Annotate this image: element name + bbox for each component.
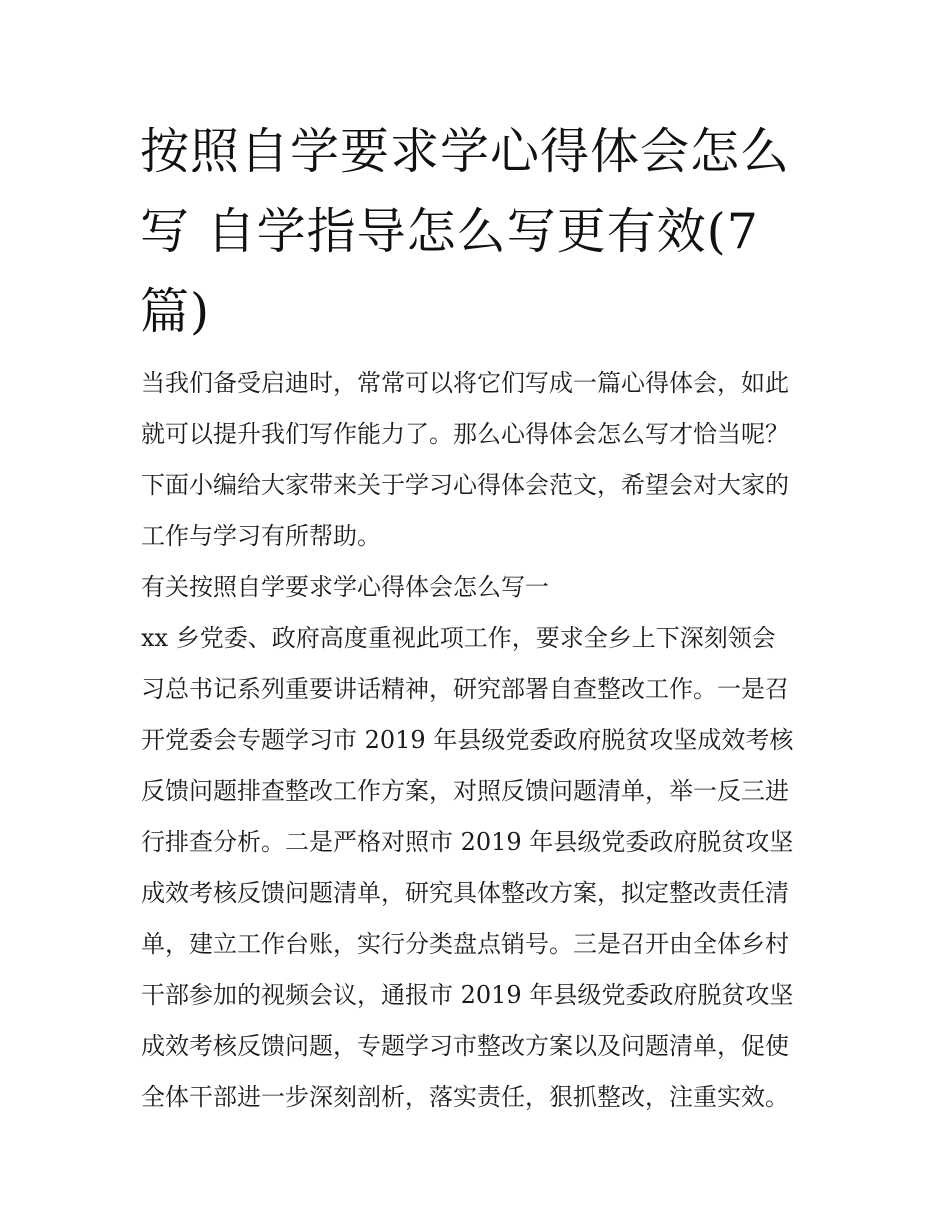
title-line: 按照自学要求学心得体会怎么 bbox=[140, 123, 791, 180]
paragraph-line: 全体干部进一步深刻剖析，落实责任，狠抓整改，注重实效。 bbox=[141, 1083, 789, 1111]
title-line: 篇) bbox=[140, 283, 211, 340]
intro-line: 就可以提升我们写作能力了。那么心得体会怎么写才恰当呢？ bbox=[141, 420, 789, 448]
paragraph-line: 成效考核反馈问题，专题学习市整改方案以及问题清单，促使 bbox=[141, 1032, 789, 1060]
paragraph-line: 反馈问题排查整改工作方案，对照反馈问题清单，举一反三进 bbox=[141, 777, 789, 805]
paragraph-line: 开党委会专题学习市 2019 年县级党委政府脱贫攻坚成效考核 bbox=[141, 726, 794, 754]
paragraph-line: xx 乡党委、政府高度重视此项工作，要求全乡上下深刻领会 bbox=[141, 624, 776, 652]
paragraph-line: 干部参加的视频会议，通报市 2019 年县级党委政府脱贫攻坚 bbox=[141, 981, 794, 1009]
paragraph-line: 行排查分析。二是严格对照市 2019 年县级党委政府脱贫攻坚 bbox=[141, 828, 794, 856]
paragraph-line: 成效考核反馈问题清单，研究具体整改方案，拟定整改责任清 bbox=[141, 879, 789, 907]
intro-line: 工作与学习有所帮助。 bbox=[141, 522, 381, 550]
document-title bbox=[140, 112, 820, 352]
paragraph-line: 单，建立工作台账，实行分类盘点销号。三是召开由全体乡村 bbox=[141, 930, 789, 958]
intro-line: 下面小编给大家带来关于学习心得体会范文，希望会对大家的 bbox=[141, 471, 789, 499]
section-heading: 有关按照自学要求学心得体会怎么写一 bbox=[141, 573, 549, 601]
title-line: 写 自学指导怎么写更有效(7 bbox=[140, 203, 759, 260]
document-body bbox=[141, 358, 831, 1123]
intro-line: 当我们备受启迪时，常常可以将它们写成一篇心得体会，如此 bbox=[141, 369, 789, 397]
paragraph-line: 习总书记系列重要讲话精神，研究部署自查整改工作。一是召 bbox=[141, 675, 789, 703]
